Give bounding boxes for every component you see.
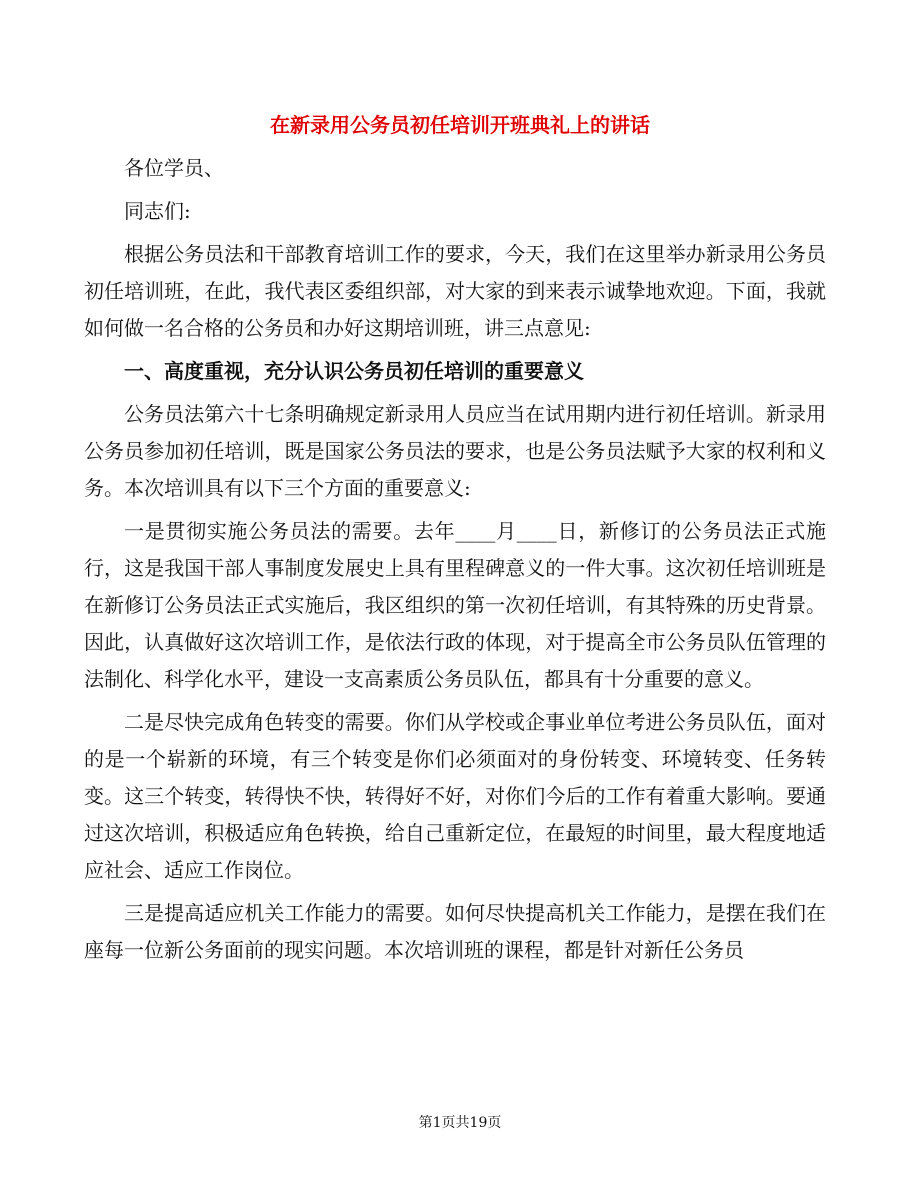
salutation-line-1: 各位学员、 [124,156,224,180]
salutation-line-2: 同志们: [124,199,191,223]
section-heading-1: 一、高度重视，充分认识公务员初任培训的重要意义 [124,359,584,383]
paragraph-point-2: 二是尽快完成角色转变的需要。你们从学校或企事业单位考进公务员队伍，面对的是一个崭新的环境，有三个转变是你们必须面对的身份转变、环境转变、任务转变。这三个转变，转得快不快，转得好不好，对你们今后的工作有着重大影响。要通过这次培训，积极适应角色转换，给自己重新定位，在最短的时间里，最大程度地适应社会、适应工作岗位。 [84,710,826,882]
paragraph-point-1: 一是贯彻实施公务员法的需要。去年____月____日，新修订的公务员法正式施行，这是我国干部人事制度发展史上具有里程碑意义的一件大事。这次初任培训班是在新修订公务员法正式实施后，我区组织的第一次初任培训，有其特殊的历史背景。因此，认真做好这次培训工作，是依法行政的体现，对于提高全市公务员队伍管理的法制化、科学化水平，建设一支高素质公务员队伍，都具有十分重要的意义。 [84,519,826,691]
document-title: 在新录用公务员初任培训开班典礼上的讲话 [270,113,650,137]
page-number-footer: 第1页共19页 [418,1115,502,1131]
paragraph-point-3: 三是提高适应机关工作能力的需要。如何尽快提高机关工作能力，是摆在我们在座每一位新公务面前的现实问题。本次培训班的课程，都是针对新任公务员 [84,901,826,962]
paragraph-intro: 根据公务员法和干部教育培训工作的要求，今天，我们在这里举办新录用公务员初任培训班，在此，我代表区委组织部，对大家的到来表示诚挚地欢迎。下面，我就如何做一名合格的公务员和办好这期培训班，讲三点意见: [84,242,826,340]
document-body [84,150,826,969]
paragraph-legal-basis: 公务员法第六十七条明确规定新录用人员应当在试用期内进行初任培训。新录用公务员参加初任培训，既是国家公务员法的要求，也是公务员法赋予大家的权利和义务。本次培训具有以下三个方面的重要意义: [84,402,826,500]
